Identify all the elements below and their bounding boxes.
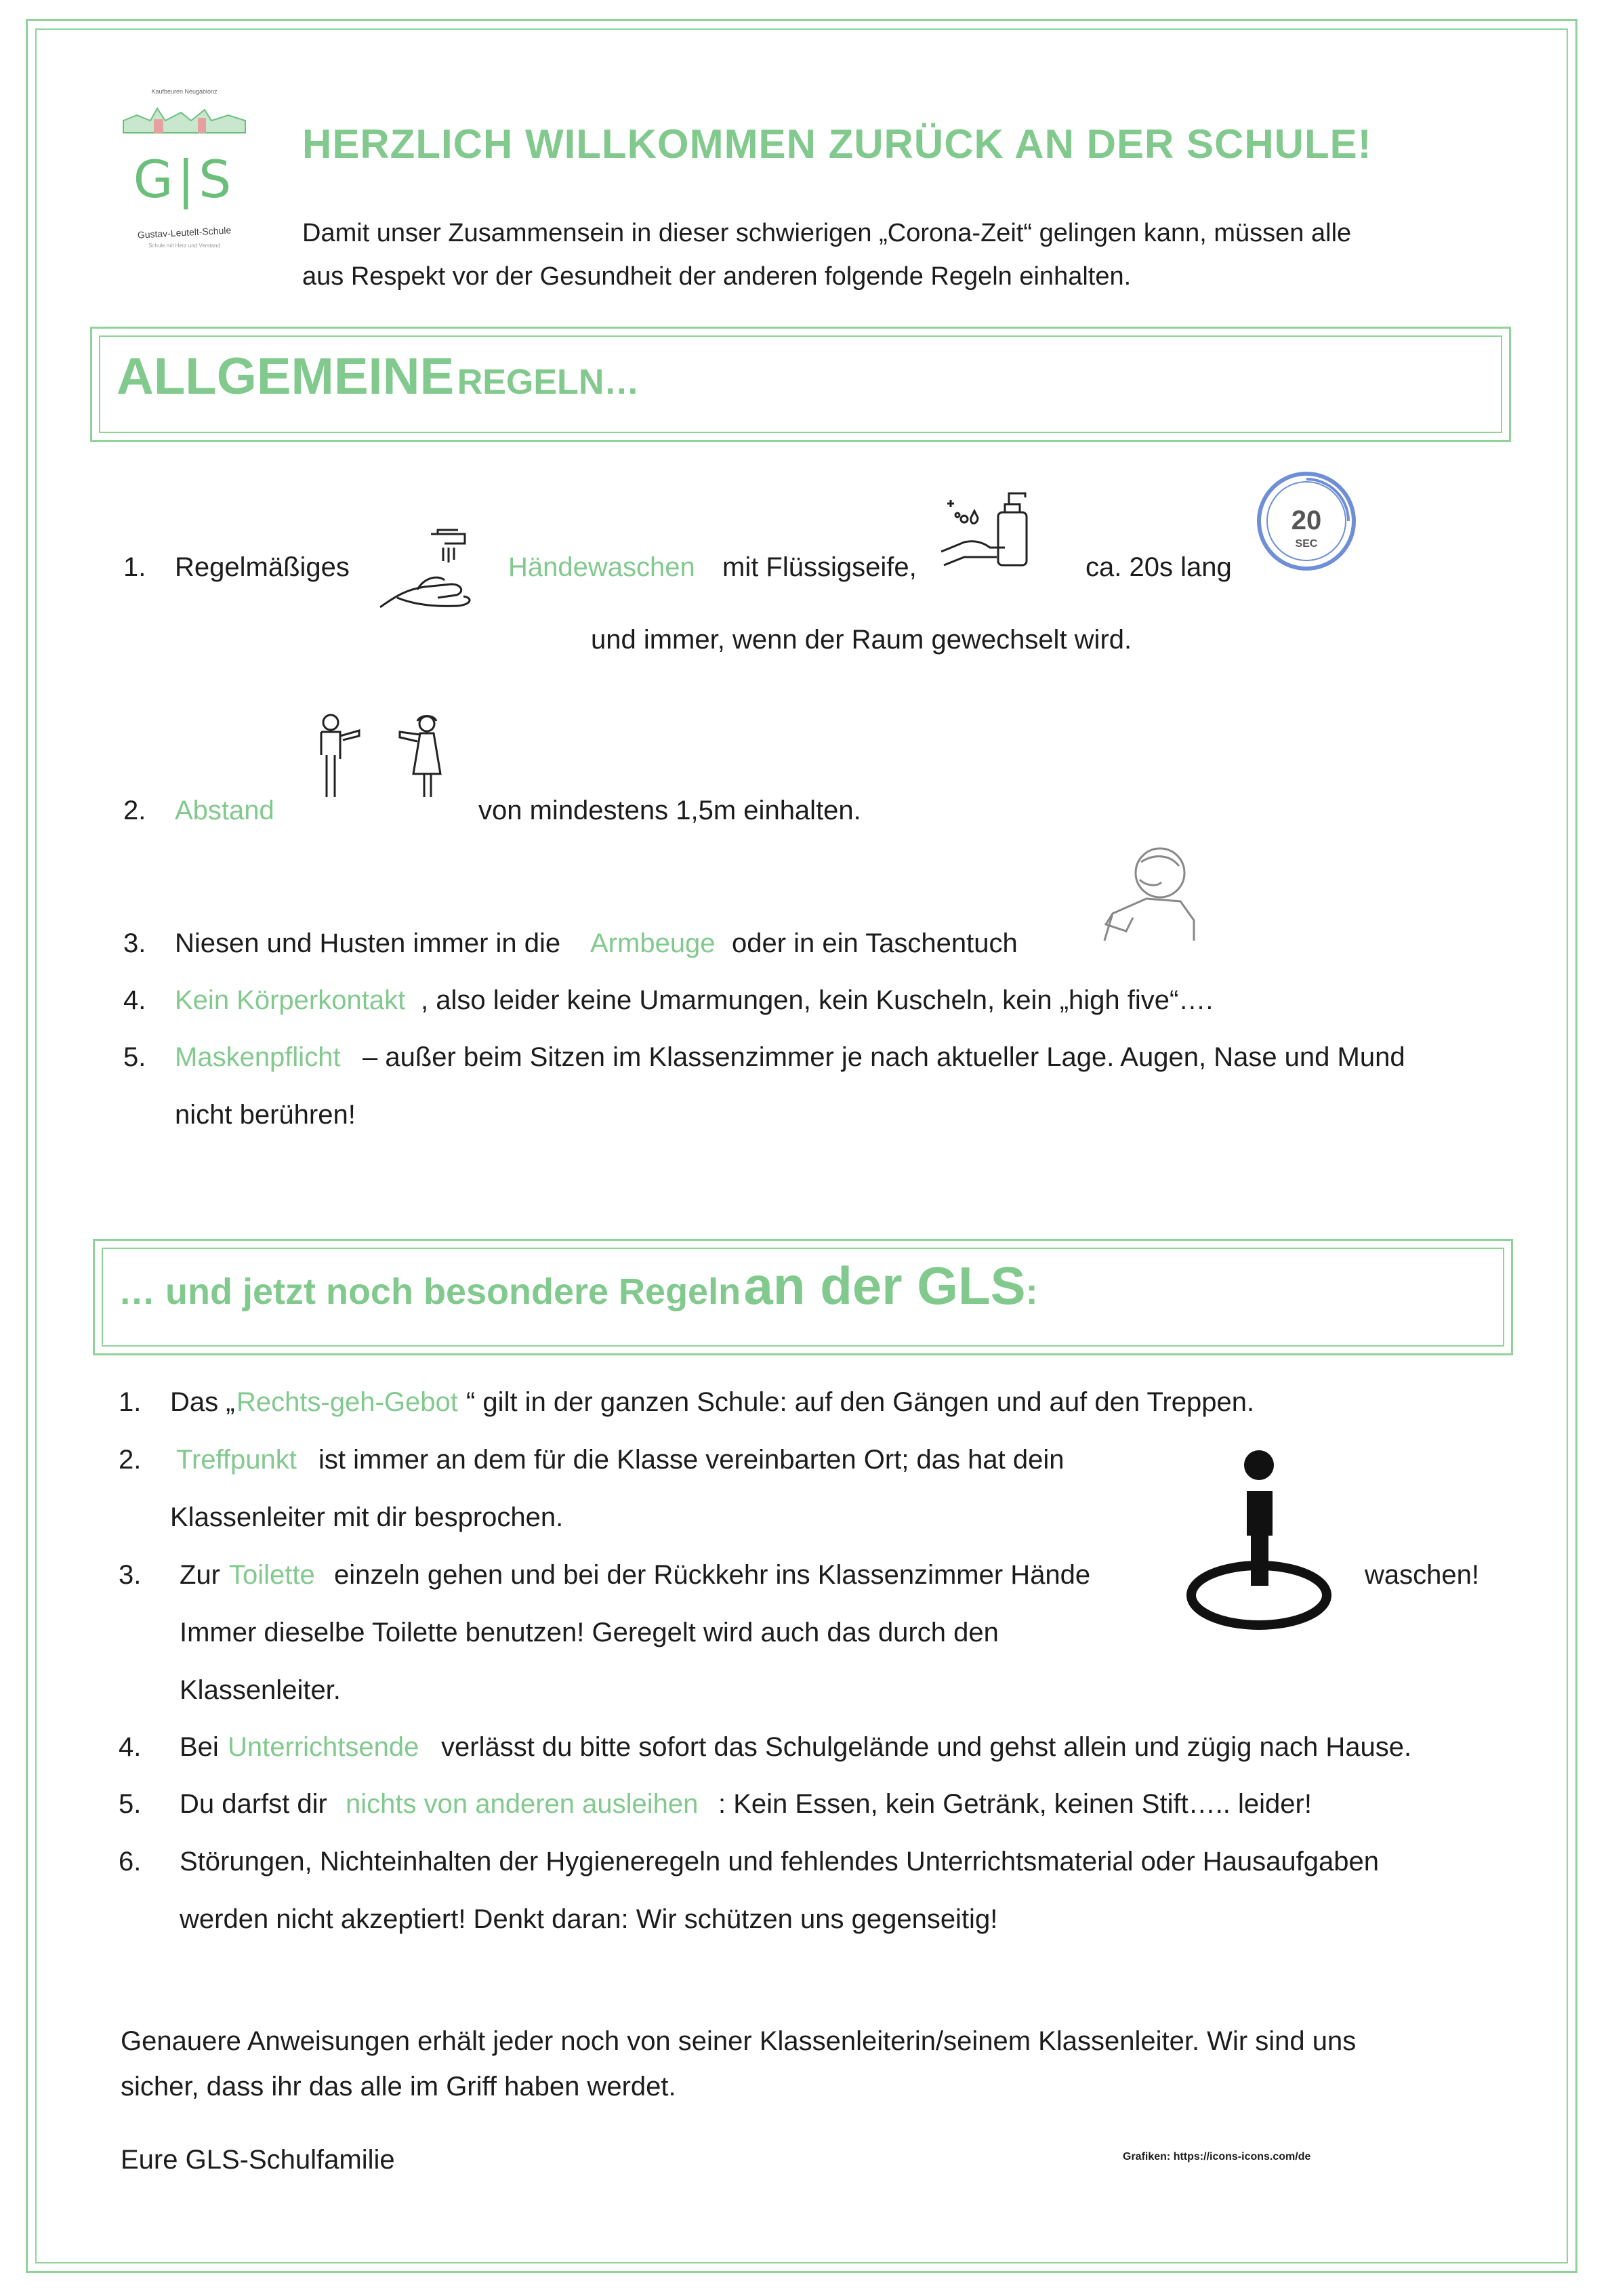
section2-title (119, 1255, 1038, 1317)
rule3-number: 3. (123, 928, 146, 958)
logo-school-name: Gustav-Leutelt-Schule (137, 224, 232, 241)
rule3-text-b: oder in ein Taschentuch (732, 928, 1018, 958)
closing-line-2: sicher, dass ihr das alle im Griff haben werdet. (121, 2072, 676, 2102)
s2-rule2-number: 2. (119, 1445, 142, 1475)
intro-line-2: aus Respekt vor der Gesundheit der anderen folgende Regeln einhalten. (302, 262, 1132, 291)
section2-title-colon: : (1025, 1271, 1038, 1312)
rule5-highlight: Maskenpflicht (175, 1042, 341, 1072)
graphics-credit: Grafiken: https://icons-icons.com/de (1123, 2151, 1311, 2162)
rule1-text-c: ca. 20s lang (1086, 552, 1232, 582)
rule2-highlight: Abstand (175, 796, 274, 825)
rule3-highlight: Armbeuge (590, 928, 716, 958)
rule2-text-b: von mindestens 1,5m einhalten. (478, 796, 861, 825)
s2-rule2-text-c: Klassenleiter mit dir besprochen. (170, 1502, 564, 1532)
distance-people-icon (312, 712, 447, 800)
s2-rule4-text-a: Bei (180, 1732, 219, 1762)
s2-rule5-text-b: : Kein Essen, kein Getränk, keinen Stift….. leider! (718, 1789, 1312, 1819)
rule1-number: 1. (123, 552, 146, 582)
rule2-number: 2. (123, 796, 146, 825)
logo-top-text: Kaufbeuren Neugablonz (151, 88, 218, 95)
logo-subtitle: Schule mit Herz und Verstand (148, 243, 220, 249)
s2-rule5-number: 5. (119, 1789, 142, 1819)
sneeze-into-elbow-icon (1099, 839, 1207, 947)
logo-skyline-icon (117, 100, 252, 134)
s2-rule5-highlight: nichts von anderen ausleihen (346, 1789, 699, 1819)
rule4-text-b: , also leider keine Umarmungen, kein Kuscheln, kein „high five“…. (421, 985, 1214, 1015)
rule4-highlight: Kein Körperkontakt (175, 985, 406, 1015)
rule1-text-a: Regelmäßiges (175, 552, 350, 582)
section2-title-big: an der GLS (743, 1256, 1026, 1315)
s2-rule4-highlight: Unterrichtsende (228, 1732, 419, 1762)
s2-rule3-text-b: einzeln gehen und bei der Rückkehr ins Klassenzimmer Hände (334, 1560, 1091, 1590)
section1-title (117, 347, 639, 406)
section1-title-big: ALLGEMEINE (117, 348, 455, 405)
rule5-text-b: – außer beim Sitzen im Klassenzimmer je nach aktueller Lage. Augen, Nase und Mund (363, 1042, 1405, 1072)
s2-rule3-number: 3. (119, 1560, 142, 1590)
s2-rule3-text-a: Zur (180, 1560, 220, 1590)
intro-text (302, 211, 1508, 298)
signature: Eure GLS-Schulfamilie (121, 2145, 395, 2175)
s2-rule1-highlight: Rechts-geh-Gebot (236, 1387, 458, 1417)
s2-rule2-text-b: ist immer an dem für die Klasse vereinbarten Ort; das hat dein (318, 1445, 1065, 1475)
s2-rule5-text-a: Du darfst dir (180, 1789, 327, 1819)
hand-sanitizer-icon (937, 477, 1039, 572)
s2-rule4-number: 4. (119, 1732, 142, 1762)
s2-rule3-highlight: Toilette (229, 1560, 315, 1590)
section2-title-small: … und jetzt noch besondere Regeln (119, 1271, 741, 1312)
rule5-number: 5. (123, 1042, 146, 1072)
school-logo (117, 88, 252, 264)
section1-title-small: REGELN… (457, 363, 640, 402)
rule1-text-d: und immer, wenn der Raum gewechselt wird. (591, 625, 1132, 655)
timer-number: 20 (1291, 506, 1322, 535)
s2-rule6-text-a: Störungen, Nichteinhalten der Hygieneregeln und fehlendes Unterrichtsmaterial oder Hausaufgaben (180, 1847, 1379, 1877)
s2-rule1-number: 1. (119, 1387, 142, 1417)
s2-rule1-text-b: “ gilt in der ganzen Schule: auf den Gängen und auf den Treppen. (466, 1387, 1255, 1417)
s2-rule3-text-c: Immer dieselbe Toilette benutzen! Geregelt wird auch das durch den (180, 1618, 999, 1647)
rule4-number: 4. (123, 985, 146, 1015)
rule5-text-c: nicht berühren! (175, 1100, 356, 1130)
closing-line-1: Genauere Anweisungen erhält jeder noch von seiner Klassenleiterin/seinem Klassenleiter. Wir sind uns (121, 2026, 1357, 2056)
timer-unit: SEC (1295, 538, 1318, 550)
logo-letters: G|S (133, 149, 236, 209)
rule1-highlight: Händewaschen (508, 552, 695, 582)
rule3-text-a: Niesen und Husten immer in die (175, 928, 561, 958)
rule1-text-b: mit Flüssigseife, (722, 552, 917, 582)
handwashing-icon (377, 527, 485, 615)
s2-rule1-text-a: Das „ (170, 1387, 235, 1417)
intro-line-1: Damit unser Zusammensein in dieser schwierigen „Corona-Zeit“ gelingen kann, müssen alle (302, 219, 1352, 247)
meeting-point-icon (1186, 1448, 1342, 1639)
s2-rule3-side: waschen! (1365, 1560, 1479, 1590)
s2-rule6-text-c: werden nicht akzeptiert! Denkt daran: Wir schützen uns gegenseitig! (180, 1904, 998, 1934)
s2-rule2-highlight: Treffpunkt (176, 1445, 297, 1475)
timer-20-sec-icon (1255, 470, 1358, 573)
s2-rule4-text-b: verlässt du bitte sofort das Schulgelände und gehst allein und zügig nach Hause. (441, 1732, 1412, 1762)
s2-rule3-text-d: Klassenleiter. (180, 1675, 341, 1705)
page-title: HERZLICH WILLKOMMEN ZURÜCK AN DER SCHULE! (302, 121, 1372, 167)
s2-rule6-number: 6. (119, 1847, 142, 1877)
